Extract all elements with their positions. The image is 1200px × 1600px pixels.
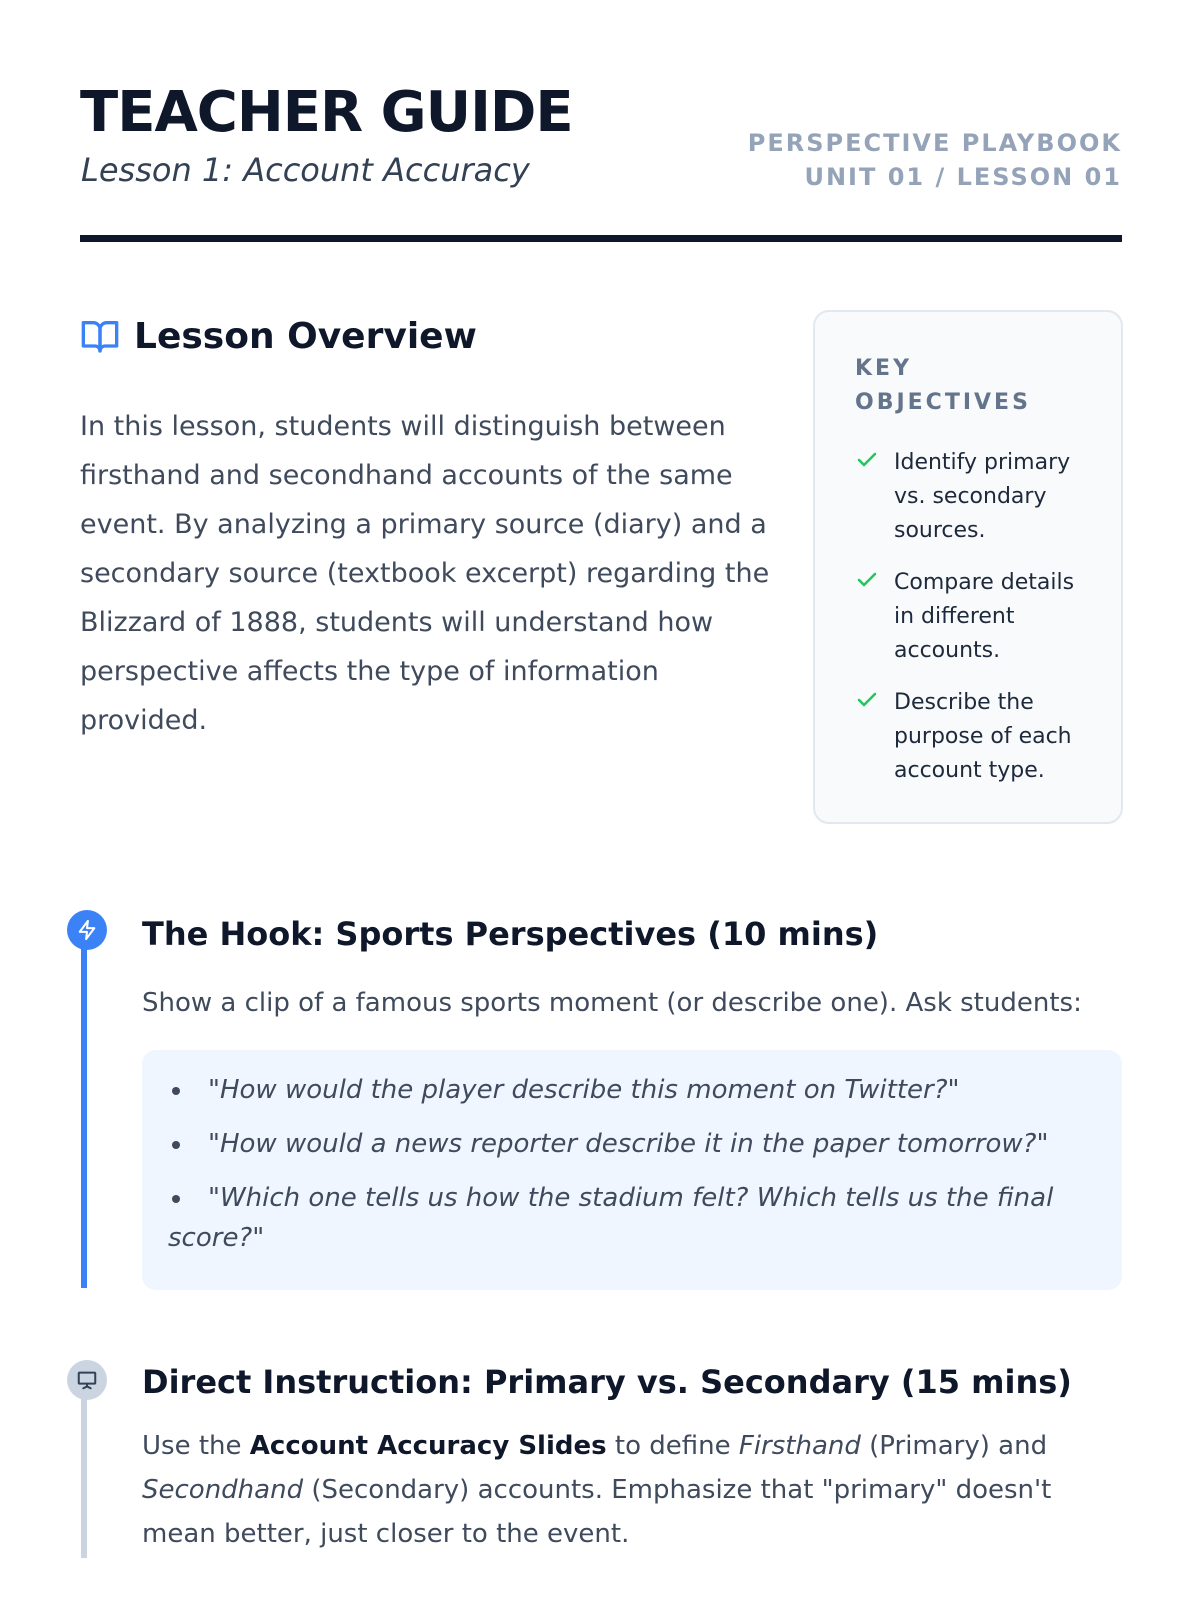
overview-heading	[80, 312, 477, 360]
objectives-list	[855, 446, 1091, 788]
objective-text: Describe the purpose of each account type.	[894, 690, 1072, 783]
firsthand-term: Firsthand	[738, 1431, 861, 1461]
lightning-icon	[76, 919, 98, 941]
key-objectives-card	[813, 310, 1123, 824]
hook-questions-box	[142, 1050, 1122, 1290]
overview-title: Lesson Overview	[134, 315, 477, 357]
direct-instruction-timeline-line	[81, 1380, 87, 1558]
secondhand-term: Secondhand	[142, 1475, 304, 1505]
objective-text: Compare details in different accounts.	[894, 570, 1075, 663]
bullet-icon	[172, 1141, 180, 1149]
objective-item	[855, 566, 1091, 668]
hook-title: The Hook: Sports Perspectives (10 mins)	[142, 915, 879, 953]
objective-item	[855, 686, 1091, 788]
presentation-icon	[76, 1369, 98, 1391]
unit-lesson-label: UNIT 01 / LESSON 01	[804, 163, 1122, 191]
book-open-icon	[80, 316, 120, 356]
hook-question-text: "Which one tells us how the stadium felt? Which tells us the final score?"	[168, 1183, 1054, 1253]
hook-intro: Show a clip of a famous sports moment (or describe one). Ask students:	[142, 988, 1082, 1018]
objectives-title: KEY OBJECTIVES	[855, 356, 1031, 415]
hook-question	[168, 1124, 1092, 1164]
check-icon	[855, 448, 879, 472]
hook-question-text: "How would a news reporter describe it in the paper tomorrow?"	[208, 1129, 1049, 1159]
bullet-icon	[172, 1087, 180, 1095]
lesson-subtitle: Lesson 1: Account Accuracy	[81, 151, 530, 189]
bullet-icon	[172, 1195, 180, 1203]
hook-question	[168, 1178, 1092, 1258]
hook-question	[168, 1070, 1092, 1110]
lesson-meta	[748, 126, 1122, 194]
slides-name: Account Accuracy Slides	[249, 1431, 607, 1461]
objective-item	[855, 446, 1091, 548]
overview-text: In this lesson, students will distinguish between firsthand and secondhand accounts of the same event. By analyzing a primary source (diary) and a secondary source (textbook excerpt) regarding the Blizzard of 1888, students will understand how perspective affects the type of information provided.	[80, 411, 770, 736]
check-icon	[855, 568, 879, 592]
page-header	[80, 80, 1122, 230]
header-divider	[80, 235, 1122, 242]
direct-instruction-title: Direct Instruction: Primary vs. Secondary (15 mins)	[142, 1363, 1072, 1401]
hook-timeline-line	[81, 930, 87, 1288]
hook-question-text: "How would the player describe this moment on Twitter?"	[208, 1075, 960, 1105]
check-icon	[855, 688, 879, 712]
page-title: TEACHER GUIDE	[80, 80, 573, 145]
direct-instruction-timeline-marker	[67, 1360, 107, 1400]
series-name: PERSPECTIVE PLAYBOOK	[747, 129, 1122, 157]
hook-timeline-marker	[67, 910, 107, 950]
objective-text: Identify primary vs. secondary sources.	[894, 450, 1071, 543]
hook-questions-list	[168, 1070, 1092, 1258]
direct-instruction-text: Use the Account Accuracy Slides to define Firsthand (Primary) and Secondhand (Secondary) accounts. Emphasize that "primary" doesn't mean better, just closer to the event.	[142, 1431, 1052, 1549]
